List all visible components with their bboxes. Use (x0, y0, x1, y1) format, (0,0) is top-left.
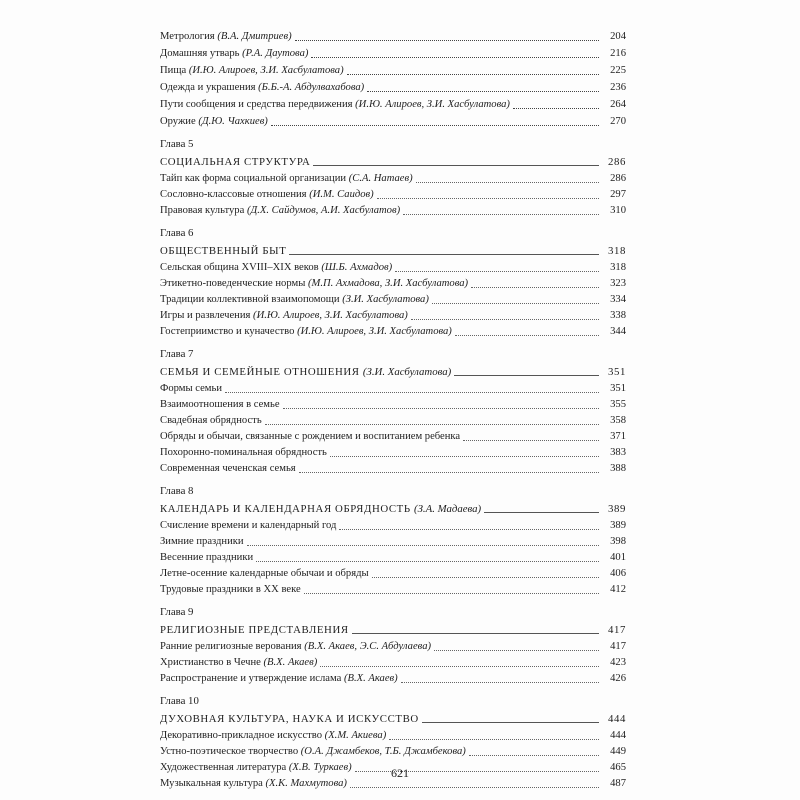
dot-leader (320, 666, 599, 667)
entry-title (158, 46, 308, 62)
entry-title-text: Христианство в Чечне (160, 657, 261, 668)
entry-author: (И.Ю. Алироев, З.И. Хасбулатова) (297, 326, 452, 337)
entry-page: 406 (610, 568, 626, 579)
page-number: 621 (391, 766, 409, 780)
chapter-title-row (158, 500, 626, 518)
entry-page: 398 (610, 536, 626, 547)
toc-entry (158, 324, 626, 340)
dot-leader (401, 682, 599, 683)
toc-entry (158, 429, 626, 445)
table-of-contents (158, 29, 626, 792)
toc-entry (158, 413, 626, 429)
chapter-title-row (158, 153, 626, 171)
entry-author: (С.А. Натаев) (348, 173, 413, 184)
toc-entry (158, 550, 626, 566)
toc-entry (158, 381, 626, 397)
entry-title-text: Метрология (160, 31, 215, 42)
entry-page: 426 (610, 673, 626, 684)
dot-leader (372, 577, 599, 578)
chapter-entries (158, 518, 626, 598)
chapter-title (158, 242, 286, 260)
toc-entry (158, 534, 626, 550)
entry-title-text: Ранние религиозные верования (160, 641, 302, 652)
chapter-rule (289, 254, 599, 255)
chapter-rule (422, 722, 599, 723)
entry-title (158, 276, 468, 292)
dot-leader (247, 545, 599, 546)
chapter-page: 351 (608, 366, 626, 378)
entry-title-text: Пища (160, 65, 187, 76)
dot-leader (411, 319, 599, 320)
entry-author: (О.А. Джамбеков, Т.Б. Джамбекова) (300, 746, 466, 757)
toc-entry (158, 728, 626, 744)
toc-entry (158, 114, 626, 130)
entry-author: (В.Х. Акаев) (343, 673, 398, 684)
entry-title (158, 97, 510, 113)
dot-leader (434, 650, 599, 651)
chapter-entries (158, 171, 626, 219)
chapter-entries (158, 381, 626, 477)
chapter-title (158, 621, 349, 639)
chapter-title (158, 153, 310, 171)
chapter-entries (158, 260, 626, 340)
chapter-section (158, 136, 626, 219)
entry-author: (Х.М. Акиева) (324, 730, 387, 741)
chapter-page: 286 (608, 156, 626, 168)
entry-title-text: Правовая культура (160, 205, 245, 216)
entry-page: 286 (610, 173, 626, 184)
toc-entry (158, 582, 626, 598)
entry-title (158, 639, 431, 655)
entry-author: (М.П. Ахмадова, З.И. Хасбулатова) (307, 278, 469, 289)
entry-title (158, 29, 292, 45)
entry-title-text: Гостеприимство и куначество (160, 326, 295, 337)
entry-title-text: Формы семьи (160, 383, 223, 394)
toc-entry (158, 260, 626, 276)
entry-author: (И.Ю. Алироев, З.И. Хасбулатова) (253, 310, 408, 321)
dot-leader (225, 392, 599, 393)
dot-leader (265, 424, 599, 425)
entry-author: (Д.Х. Сайдумов, А.И. Хасбулатов) (246, 205, 401, 216)
entry-title-text: Одежда и украшения (160, 82, 256, 93)
entry-page: 465 (610, 762, 626, 773)
chapter-title-text: СЕМЬЯ И СЕМЕЙНЫЕ ОТНОШЕНИЯ (160, 366, 360, 378)
entry-page: 344 (610, 326, 626, 337)
dot-leader (299, 472, 599, 473)
dot-leader (377, 198, 599, 199)
toc-entry (158, 29, 626, 45)
chapter-label: Глава 9 (160, 606, 194, 618)
chapter-page: 389 (608, 503, 626, 515)
toc-entry (158, 461, 626, 477)
entry-author: (Х.К. Махмутова) (265, 778, 347, 789)
entry-title (158, 171, 413, 187)
entry-title (158, 324, 452, 340)
chapter-rule (352, 633, 599, 634)
entry-title (158, 744, 466, 760)
dot-leader (432, 303, 599, 304)
dot-leader (295, 40, 599, 41)
entry-title (158, 534, 244, 550)
entry-title-text: Современная чеченская семья (160, 463, 296, 474)
dot-leader (304, 593, 599, 594)
entry-title (158, 292, 429, 308)
entry-page: 417 (610, 641, 626, 652)
entry-title-text: Сословно-классовые отношения (160, 189, 307, 200)
entry-title (158, 550, 253, 566)
entry-title-text: Традиции коллективной взаимопомощи (160, 294, 340, 305)
chapter-title-text: КАЛЕНДАРЬ И КАЛЕНДАРНАЯ ОБРЯДНОСТЬ (160, 503, 411, 515)
entry-author: (И.М. Саидов) (309, 189, 374, 200)
dot-leader (330, 456, 599, 457)
entry-title-text: Весенние праздники (160, 552, 254, 563)
entry-title-text: Художественная литература (160, 762, 287, 773)
entry-title-text: Похоронно-поминальная обрядность (160, 447, 327, 458)
entry-page: 487 (610, 778, 626, 789)
entry-page: 388 (610, 463, 626, 474)
entry-author: (З.И. Хасбулатова) (342, 294, 429, 305)
chapter-title (158, 500, 481, 518)
dot-leader (283, 408, 599, 409)
chapter-page: 318 (608, 245, 626, 257)
toc-entry (158, 276, 626, 292)
dot-leader (469, 755, 599, 756)
entry-title (158, 260, 392, 276)
entry-page: 270 (610, 116, 626, 127)
entry-title-text: Тайп как форма социальной организации (160, 173, 347, 184)
chapter-page: 417 (608, 624, 626, 636)
chapter-title-text: ДУХОВНАЯ КУЛЬТУРА, НАУКА И ИСКУССТВО (160, 713, 419, 725)
toc-entry (158, 203, 626, 219)
entry-page: 444 (610, 730, 626, 741)
chapter-title-row (158, 242, 626, 260)
entry-title-text: Сельская община XVIII–XIX веков (160, 262, 319, 273)
chapter-title-text: ОБЩЕСТВЕННЫЙ БЫТ (160, 245, 287, 257)
entry-title (158, 114, 268, 130)
chapter-section (158, 604, 626, 687)
entry-page: 204 (610, 31, 626, 42)
entry-page: 355 (610, 399, 626, 410)
entry-title-text: Домашняя утварь (160, 48, 240, 59)
entry-title-text: Оружие (160, 116, 196, 127)
entry-title-text: Свадебная обрядность (160, 415, 262, 426)
entry-title (158, 80, 364, 96)
entry-page: 358 (610, 415, 626, 426)
entry-author: (Х.В. Туркаев) (288, 762, 352, 773)
dot-leader (403, 214, 599, 215)
chapter-title (158, 363, 451, 381)
entry-page: 389 (610, 520, 626, 531)
entry-title-text: Обряды и обычаи, связанные с рождением и воспитанием ребенка (160, 431, 461, 442)
entry-author: (В.А. Дмитриев) (217, 31, 292, 42)
entry-author: (В.Х. Акаев, Э.С. Абдулаева) (304, 641, 432, 652)
toc-entry (158, 97, 626, 113)
entry-page: 334 (610, 294, 626, 305)
entry-title-text: Распространение и утверждение ислама (160, 673, 342, 684)
dot-leader (347, 74, 599, 75)
chapters (158, 136, 626, 792)
chapter-title-row (158, 621, 626, 639)
entry-title (158, 397, 280, 413)
entry-title (158, 203, 400, 219)
entry-page: 401 (610, 552, 626, 563)
dot-leader (395, 271, 599, 272)
entry-page: 264 (610, 99, 626, 110)
entry-title-text: Взаимоотношения в семье (160, 399, 280, 410)
chapter-label: Глава 6 (160, 227, 194, 239)
dot-leader (311, 57, 599, 58)
toc-entry (158, 171, 626, 187)
entry-title (158, 728, 386, 744)
chapter-rule (484, 512, 599, 513)
chapter-section (158, 346, 626, 477)
entry-page: 412 (610, 584, 626, 595)
entry-title-text: Этикетно-поведенческие нормы (160, 278, 306, 289)
toc-entry (158, 518, 626, 534)
entry-title-text: Музыкальная культура (160, 778, 263, 789)
entry-page: 236 (610, 82, 626, 93)
chapter-label: Глава 7 (160, 348, 194, 360)
chapter-title-text: РЕЛИГИОЗНЫЕ ПРЕДСТАВЛЕНИЯ (160, 624, 349, 636)
chapter-entries (158, 639, 626, 687)
toc-entry (158, 639, 626, 655)
entry-title-text: Игры и развлечения (160, 310, 251, 321)
chapter-title-row (158, 363, 626, 381)
entry-page: 351 (610, 383, 626, 394)
entry-author: (Д.Ю. Чахкиев) (198, 116, 268, 127)
entry-title (158, 461, 296, 477)
entry-title (158, 655, 317, 671)
dot-leader (471, 287, 599, 288)
dot-leader (416, 182, 599, 183)
entry-title-text: Трудовые праздники в XX веке (160, 584, 301, 595)
chapter-author: (З.А. Мадаева) (413, 503, 482, 515)
dot-leader (350, 787, 599, 788)
entry-page: 310 (610, 205, 626, 216)
entry-author: (Ш.Б. Ахмадов) (321, 262, 393, 273)
toc-entry (158, 187, 626, 203)
entry-page: 338 (610, 310, 626, 321)
entry-title (158, 518, 336, 534)
entry-title (158, 413, 262, 429)
entry-author: (В.Х. Акаев) (263, 657, 318, 668)
dot-leader (339, 529, 599, 530)
chapter-entries (158, 728, 626, 792)
chapter-section (158, 225, 626, 340)
chapter-rule (454, 375, 599, 376)
top-entries (158, 29, 626, 130)
entry-page: 225 (610, 65, 626, 76)
toc-entry (158, 292, 626, 308)
entry-page: 318 (610, 262, 626, 273)
entry-page: 383 (610, 447, 626, 458)
entry-title-text: Счисление времени и календарный год (160, 520, 337, 531)
chapter-label: Глава 8 (160, 485, 194, 497)
entry-title-text: Летне-осенние календарные обычаи и обряды (160, 568, 369, 579)
dot-leader (455, 335, 599, 336)
chapter-title-text: СОЦИАЛЬНАЯ СТРУКТУРА (160, 156, 311, 168)
toc-entry (158, 397, 626, 413)
entry-title-text: Пути сообщения и средства передвижения (160, 99, 353, 110)
entry-title-text: Декоративно-прикладное искусство (160, 730, 323, 741)
entry-author: (И.Ю. Алироев, З.И. Хасбулатова) (188, 65, 344, 76)
chapter-label: Глава 5 (160, 138, 194, 150)
chapter-title (158, 710, 419, 728)
dot-leader (513, 108, 599, 109)
dot-leader (271, 125, 599, 126)
entry-title-text: Устно-поэтическое творчество (160, 746, 299, 757)
dot-leader (256, 561, 599, 562)
chapter-label: Глава 10 (160, 695, 199, 707)
chapter-rule (313, 165, 599, 166)
entry-title (158, 566, 369, 582)
entry-title (158, 63, 344, 79)
chapter-author: (З.И. Хасбулатова) (362, 366, 452, 378)
entry-title (158, 308, 408, 324)
entry-page: 423 (610, 657, 626, 668)
entry-title (158, 429, 460, 445)
entry-author: (И.Ю. Алироев, З.И. Хасбулатова) (355, 99, 510, 110)
entry-author: (Р.А. Даутова) (242, 48, 309, 59)
toc-entry (158, 566, 626, 582)
toc-entry (158, 445, 626, 461)
toc-entry (158, 308, 626, 324)
entry-page: 297 (610, 189, 626, 200)
dot-leader (463, 440, 599, 441)
dot-leader (389, 739, 599, 740)
toc-entry (158, 63, 626, 79)
entry-title (158, 381, 222, 397)
entry-title-text: Зимние праздники (160, 536, 244, 547)
entry-author: (Б.Б.-А. Абдулвахабова) (258, 82, 365, 93)
entry-title (158, 582, 301, 598)
entry-title (158, 445, 327, 461)
entry-title (158, 671, 398, 687)
entry-page: 371 (610, 431, 626, 442)
toc-entry (158, 744, 626, 760)
entry-title (158, 187, 374, 203)
chapter-title-row (158, 710, 626, 728)
dot-leader (367, 91, 599, 92)
entry-page: 449 (610, 746, 626, 757)
entry-page: 216 (610, 48, 626, 59)
toc-entry (158, 671, 626, 687)
chapter-page: 444 (608, 713, 626, 725)
toc-entry (158, 80, 626, 96)
chapter-section (158, 483, 626, 598)
entry-page: 323 (610, 278, 626, 289)
toc-entry (158, 655, 626, 671)
toc-entry (158, 46, 626, 62)
